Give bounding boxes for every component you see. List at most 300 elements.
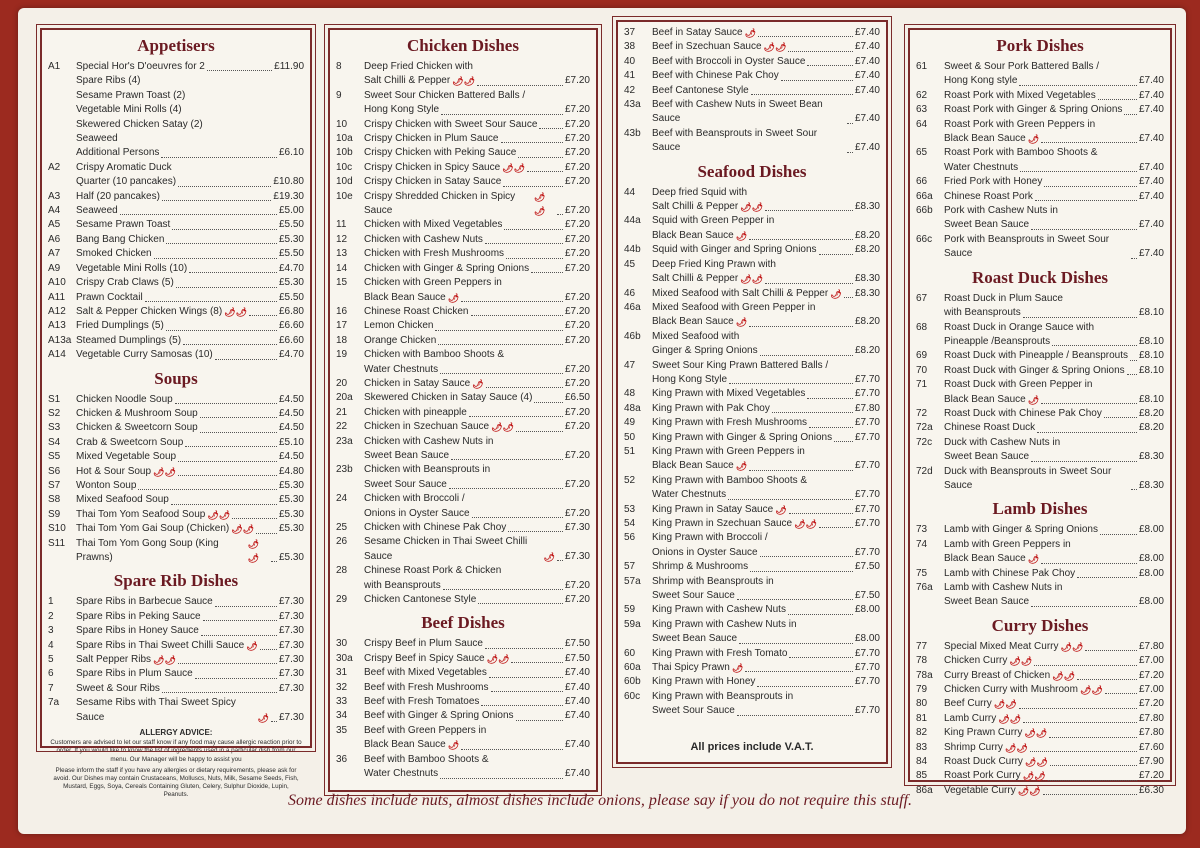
item-code: S6 xyxy=(48,465,61,477)
item-name-group xyxy=(76,465,279,479)
item-price: £7.30 xyxy=(278,654,304,666)
item-name-group xyxy=(652,431,855,445)
item-name-group xyxy=(652,661,855,675)
item-name: Additional Persons xyxy=(76,147,160,159)
item-name: Sesame Chicken in Thai Sweet Chilli Sauce xyxy=(364,536,528,562)
item-name: Shrimp with Beansprouts in xyxy=(652,575,774,587)
item-name: Prawn Cocktail xyxy=(76,291,143,303)
menu-item xyxy=(48,262,304,276)
item-code: 72c xyxy=(916,436,933,448)
item-name-group xyxy=(364,118,565,132)
menu-item xyxy=(624,503,880,517)
item-name: Duck with Cashew Nuts in xyxy=(944,436,1061,448)
item-name: Black Bean Sauce xyxy=(944,393,1026,405)
item-code: 34 xyxy=(336,710,348,722)
item-name: Crispy Beef in Spicy Sauce xyxy=(364,652,485,664)
menu-item xyxy=(916,74,1164,88)
item-name: Beef in Satay Sauce xyxy=(652,27,743,38)
menu-item xyxy=(48,319,304,333)
menu-sheet xyxy=(18,8,1186,834)
menu-item xyxy=(916,204,1164,218)
item-code: 57 xyxy=(624,561,636,573)
dot-leader xyxy=(819,254,853,255)
item-name-group xyxy=(76,696,279,725)
chili-icon: 🌶 xyxy=(744,28,757,38)
menu-item xyxy=(916,726,1164,740)
menu-item xyxy=(336,637,590,651)
item-name: Beef with Ginger & Spring Onions xyxy=(364,710,514,722)
item-name: Chicken with pineapple xyxy=(364,406,467,418)
dot-leader xyxy=(518,157,563,158)
item-name: Salt Chilli & Pepper xyxy=(364,75,451,87)
item-price: £7.70 xyxy=(854,431,880,443)
menu-item xyxy=(48,522,304,536)
menu-column-4 xyxy=(908,28,1172,796)
item-code: 70 xyxy=(916,364,928,376)
item-name-group xyxy=(652,200,855,214)
dot-leader xyxy=(175,403,277,404)
item-code: 84 xyxy=(916,756,928,768)
item-price: £7.20 xyxy=(564,421,590,433)
item-name-group xyxy=(76,421,279,435)
item-name: Lamb with Chinese Pak Choy xyxy=(944,567,1076,579)
item-name: Roast Duck with Ginger & Spring Onions xyxy=(944,364,1125,376)
item-name-group xyxy=(944,654,1139,668)
item-name-group xyxy=(652,704,855,718)
item-name: Thai Tom Yom Gai Soup (Chicken) xyxy=(76,523,230,535)
item-name: King Prawn with Green Peppers in xyxy=(652,445,805,457)
chili-icon: 🌶🌶 xyxy=(1017,785,1041,796)
menu-item xyxy=(336,190,590,219)
item-name: Fried Pork with Honey xyxy=(944,176,1043,188)
menu-item xyxy=(624,647,880,661)
dot-leader xyxy=(1098,99,1137,100)
item-name-group xyxy=(364,666,565,680)
dot-leader xyxy=(749,470,853,471)
item-name-group xyxy=(652,69,855,83)
item-name: Crispy Chicken in Spicy Sauce xyxy=(364,161,501,173)
item-name-group xyxy=(944,465,1139,494)
item-price: £7.40 xyxy=(1138,133,1164,145)
item-name: Lamb with Ginger & Spring Onions xyxy=(944,524,1098,536)
item-name-group xyxy=(364,593,565,607)
item-price: £7.20 xyxy=(1138,698,1164,710)
menu-item xyxy=(336,724,590,738)
item-name: King Prawn with Ginger & Spring Onions xyxy=(652,431,833,443)
menu-item xyxy=(48,89,304,103)
dot-leader xyxy=(176,287,277,288)
menu-item-list xyxy=(618,186,886,719)
item-name: Sesame Ribs with Thai Sweet Spicy Sauce xyxy=(76,697,236,723)
item-price: £8.00 xyxy=(1138,596,1164,608)
menu-item xyxy=(48,276,304,290)
item-price: £7.50 xyxy=(854,561,880,573)
item-name: Deep fried Squid with xyxy=(652,186,748,198)
item-name-group xyxy=(364,478,565,492)
item-code: 24 xyxy=(336,493,348,505)
menu-item xyxy=(624,517,880,531)
dot-leader xyxy=(749,326,853,327)
dot-leader xyxy=(1019,85,1137,86)
item-code: 73 xyxy=(916,524,928,536)
item-name: Beef Cantonese Style xyxy=(652,84,749,96)
item-name-group xyxy=(944,321,1164,335)
menu-item xyxy=(916,233,1164,262)
item-name-group xyxy=(944,669,1139,683)
item-code: S9 xyxy=(48,508,61,520)
item-name: Beef with Beansprouts in Sweet Sour Sauce xyxy=(652,127,818,154)
item-name-group xyxy=(76,233,279,247)
item-code: 86a xyxy=(916,784,933,796)
menu-item xyxy=(624,243,880,257)
item-name-group xyxy=(652,287,855,301)
item-price: £7.30 xyxy=(278,596,304,608)
item-name-group xyxy=(364,709,565,723)
menu-item xyxy=(624,603,880,617)
item-price: £7.20 xyxy=(564,334,590,346)
item-code: 46 xyxy=(624,287,636,299)
item-name: Sweet Sour King Prawn Battered Balls / xyxy=(652,359,829,371)
chili-icon: 🌶 xyxy=(257,712,269,723)
dot-leader xyxy=(215,606,277,607)
item-name: Beef with Bamboo Shoots & xyxy=(364,753,489,765)
dot-leader xyxy=(162,200,271,201)
menu-item xyxy=(48,696,304,725)
dot-leader xyxy=(189,272,277,273)
item-price: £6.60 xyxy=(278,334,304,346)
menu-item xyxy=(916,132,1164,146)
item-price: £8.20 xyxy=(854,316,880,328)
menu-item xyxy=(48,74,304,88)
item-price: £4.50 xyxy=(278,407,304,419)
item-name-group xyxy=(76,682,279,696)
item-code: S7 xyxy=(48,479,61,491)
menu-item xyxy=(336,738,590,752)
item-price: £7.40 xyxy=(564,768,590,780)
section-title-chicken-dishes: Chicken Dishes xyxy=(407,36,519,55)
item-name-group xyxy=(76,319,279,333)
item-name: Roast Pork with Bamboo Shoots & xyxy=(944,147,1098,159)
item-name-group xyxy=(364,753,590,767)
item-price: £7.70 xyxy=(854,373,880,385)
dot-leader xyxy=(1052,345,1137,346)
chili-icon: 🌶🌶 xyxy=(533,191,546,217)
allergy-title: ALLERGY ADVICE: xyxy=(139,728,213,738)
item-price: £7.70 xyxy=(854,676,880,688)
dot-leader xyxy=(201,635,277,636)
item-name: Pineapple /Beansprouts xyxy=(944,335,1051,347)
dot-leader xyxy=(1077,577,1137,578)
chili-icon: 🌶🌶 xyxy=(502,162,526,173)
item-code: 54 xyxy=(624,518,636,529)
menu-item xyxy=(48,118,304,132)
item-code: 44b xyxy=(624,244,641,256)
item-name: with Beansprouts xyxy=(364,579,441,591)
menu-item xyxy=(48,537,304,566)
item-name-group xyxy=(944,421,1139,435)
item-name-group xyxy=(364,521,565,535)
item-price: £7.40 xyxy=(854,27,880,38)
dot-leader xyxy=(1130,360,1137,361)
item-name: Chinese Roast Chicken xyxy=(364,305,469,317)
menu-item-list xyxy=(910,60,1170,262)
menu-item xyxy=(624,445,880,459)
menu-item xyxy=(48,146,304,160)
item-price: £7.70 xyxy=(854,503,880,515)
menu-item xyxy=(336,478,590,492)
menu-item xyxy=(336,132,590,146)
item-code: 78a xyxy=(916,669,933,681)
item-price: £5.10 xyxy=(278,436,304,448)
item-code: 35 xyxy=(336,724,348,736)
item-price: £4.50 xyxy=(278,451,304,463)
item-name-group xyxy=(76,653,279,667)
menu-item-list xyxy=(42,393,310,566)
item-name-group xyxy=(76,204,279,218)
menu-item xyxy=(336,334,590,348)
dot-leader xyxy=(166,243,277,244)
menu-item xyxy=(916,89,1164,103)
menu-item xyxy=(624,69,880,83)
item-price: £7.40 xyxy=(854,113,880,125)
item-name-group xyxy=(76,436,279,450)
chili-icon: 🌶 xyxy=(830,288,842,299)
item-name-group xyxy=(364,89,590,103)
item-name-group xyxy=(364,74,565,88)
item-price: £8.00 xyxy=(1138,553,1164,565)
item-name: Steamed Dumplings (5) xyxy=(76,334,182,346)
item-name: Crispy Aromatic Duck xyxy=(76,161,172,173)
menu-item xyxy=(916,118,1164,132)
item-price: £7.40 xyxy=(1138,161,1164,173)
item-name-group xyxy=(652,517,855,531)
item-code: A14 xyxy=(48,349,66,361)
menu-item xyxy=(336,753,590,767)
vat-note: All prices include V.A.T. xyxy=(690,740,814,753)
item-code: 66a xyxy=(916,190,933,202)
chili-icon: 🌶🌶 xyxy=(207,509,231,520)
item-price: £7.20 xyxy=(564,133,590,145)
item-name: Duck with Beansprouts in Sweet Sour Sauce xyxy=(944,465,1112,491)
item-name-group xyxy=(944,204,1164,218)
item-name-group xyxy=(944,132,1139,146)
item-price: £7.40 xyxy=(1138,75,1164,87)
item-name-group xyxy=(652,330,880,344)
item-name-group xyxy=(652,445,880,459)
section-title-appetisers: Appetisers xyxy=(137,36,215,55)
menu-item xyxy=(624,431,880,445)
item-code: 78 xyxy=(916,655,928,667)
item-name-group xyxy=(76,305,279,319)
menu-column-3 xyxy=(616,20,888,764)
menu-item-list xyxy=(42,595,310,725)
menu-item xyxy=(916,146,1164,160)
item-name: Chicken with Broccoli / xyxy=(364,493,465,505)
item-name: Lamb with Green Peppers in xyxy=(944,538,1071,550)
item-name: Black Bean Sauce xyxy=(652,460,734,472)
item-name: Skewered Chicken Satay (2) xyxy=(76,118,203,130)
chili-icon: 🌶🌶 xyxy=(740,202,764,213)
item-code: A1 xyxy=(48,61,61,72)
menu-item xyxy=(624,200,880,214)
item-price: £7.20 xyxy=(564,118,590,130)
item-price: £5.30 xyxy=(278,523,304,535)
chili-icon: 🌶🌶 xyxy=(998,713,1022,724)
item-name-group xyxy=(652,603,855,617)
item-name: Chicken with Cashew Nuts xyxy=(364,233,483,245)
item-price: £7.20 xyxy=(564,579,590,591)
chili-icon: 🌶 xyxy=(735,317,748,328)
item-name: Black Bean Sauce xyxy=(364,291,446,303)
item-code: 19 xyxy=(336,349,348,361)
item-code: 72d xyxy=(916,465,933,477)
menu-item xyxy=(916,465,1164,494)
item-name: Mixed Vegetable Soup xyxy=(76,451,177,463)
dot-leader xyxy=(451,459,563,460)
item-code: 66b xyxy=(916,205,933,217)
menu-item xyxy=(624,488,880,502)
dot-leader xyxy=(788,51,853,52)
item-name-group xyxy=(944,769,1139,783)
dot-leader xyxy=(1041,403,1137,404)
dot-leader xyxy=(1020,171,1137,172)
dot-leader xyxy=(501,142,563,143)
menu-item xyxy=(48,407,304,421)
menu-item xyxy=(916,669,1164,683)
item-price: £7.50 xyxy=(564,638,590,650)
chili-icon: 🌶🌶 xyxy=(491,422,514,433)
item-code: 68 xyxy=(916,321,928,333)
item-code: 9 xyxy=(336,89,342,101)
item-price: £6.50 xyxy=(564,392,590,404)
item-name: Thai Tom Yom Gong Soup (King Prawns) xyxy=(76,537,219,563)
dot-leader xyxy=(1041,563,1137,564)
menu-item xyxy=(916,654,1164,668)
item-code: 15 xyxy=(336,277,348,289)
menu-item xyxy=(624,84,880,98)
item-name: Roast Pork with Mixed Vegetables xyxy=(944,89,1096,101)
item-name: Black Bean Sauce xyxy=(944,133,1026,145)
item-name-group xyxy=(944,233,1139,262)
dot-leader xyxy=(807,398,853,399)
section-title-curry-dishes: Curry Dishes xyxy=(991,615,1089,635)
dot-leader xyxy=(1041,142,1137,143)
item-price: £7.80 xyxy=(854,402,880,414)
item-code: S3 xyxy=(48,422,61,434)
chili-icon: 🌶 xyxy=(472,378,484,389)
item-code: 10d xyxy=(336,176,353,188)
item-name-group xyxy=(944,755,1139,769)
dot-leader xyxy=(195,678,277,679)
item-name-group xyxy=(944,103,1139,117)
item-price: £6.30 xyxy=(1138,784,1164,796)
item-code: 48 xyxy=(624,388,636,400)
menu-item xyxy=(916,523,1164,537)
item-name-group xyxy=(364,681,565,695)
item-name: Sesame Prawn Toast xyxy=(76,219,171,231)
item-name-group xyxy=(652,186,880,200)
item-code: 43a xyxy=(624,99,641,111)
item-name-group xyxy=(944,407,1139,421)
item-name-group xyxy=(76,89,304,103)
item-price: £7.70 xyxy=(854,489,880,501)
chili-icon: 🌶🌶 xyxy=(1024,757,1048,768)
item-price: £7.20 xyxy=(564,147,590,159)
item-name: Special Hor's D'oeuvres for 2 xyxy=(76,61,205,72)
item-name-group xyxy=(364,305,565,319)
menu-item xyxy=(48,450,304,464)
item-price: £8.10 xyxy=(1138,307,1164,319)
item-name: Beef with Fresh Mushrooms xyxy=(364,681,489,693)
item-price: £7.70 xyxy=(854,518,880,529)
item-code: 65 xyxy=(916,147,928,159)
item-name: Half (20 pancakes) xyxy=(76,190,160,202)
item-price: £8.20 xyxy=(1138,407,1164,419)
item-name: Orange Chicken xyxy=(364,334,437,346)
item-name-group xyxy=(944,581,1164,595)
menu-item xyxy=(336,262,590,276)
item-code: A9 xyxy=(48,262,61,274)
dot-leader xyxy=(472,517,563,518)
item-name-group xyxy=(652,387,855,401)
dot-leader xyxy=(1037,432,1137,433)
item-price: £7.20 xyxy=(1138,669,1164,681)
item-name: Thai Spicy Prawn xyxy=(652,662,730,674)
item-price: £5.50 xyxy=(278,248,304,260)
item-name: Thai Tom Yom Seafood Soup xyxy=(76,508,206,520)
item-price: £8.30 xyxy=(1138,451,1164,463)
item-name-group xyxy=(364,363,565,377)
item-name: Chicken Noodle Soup xyxy=(76,393,173,405)
item-name-group xyxy=(364,319,565,333)
item-code: 67 xyxy=(916,292,928,304)
item-code: 83 xyxy=(916,741,928,753)
item-name: Skewered Chicken in Satay Sauce (4) xyxy=(364,392,533,404)
item-name-group xyxy=(652,560,855,574)
item-name-group xyxy=(944,218,1139,232)
chili-icon: 🌶🌶 xyxy=(1009,656,1033,667)
chili-icon: 🌶🌶 xyxy=(763,42,787,53)
item-name-group xyxy=(364,637,565,651)
dot-leader xyxy=(728,499,853,500)
item-name-group xyxy=(364,391,565,405)
item-name: Roast Duck in Orange Sauce with xyxy=(944,321,1095,333)
item-code: S5 xyxy=(48,451,61,463)
item-price: £7.40 xyxy=(1138,104,1164,116)
menu-item xyxy=(624,186,880,200)
dot-leader xyxy=(161,157,277,158)
item-name-group xyxy=(944,567,1139,581)
item-name: Crispy Beef in Plum Sauce xyxy=(364,638,483,650)
item-name-group xyxy=(652,272,855,286)
item-name-group xyxy=(944,292,1164,306)
item-price: £8.00 xyxy=(1138,524,1164,536)
item-name-group xyxy=(652,474,880,488)
item-name: Water Chestnuts xyxy=(652,489,727,501)
item-name-group xyxy=(76,118,304,132)
menu-item xyxy=(336,579,590,593)
dot-leader xyxy=(162,692,277,693)
item-name-group xyxy=(944,741,1139,755)
item-code: 7 xyxy=(48,682,54,694)
dot-leader xyxy=(745,671,853,672)
item-code: 52 xyxy=(624,474,636,486)
menu-item xyxy=(336,175,590,189)
dot-leader xyxy=(449,488,563,489)
item-name: Wonton Soup xyxy=(76,479,137,491)
item-name: Spare Ribs in Thai Sweet Chilli Sauce xyxy=(76,639,245,651)
dot-leader xyxy=(471,315,563,316)
